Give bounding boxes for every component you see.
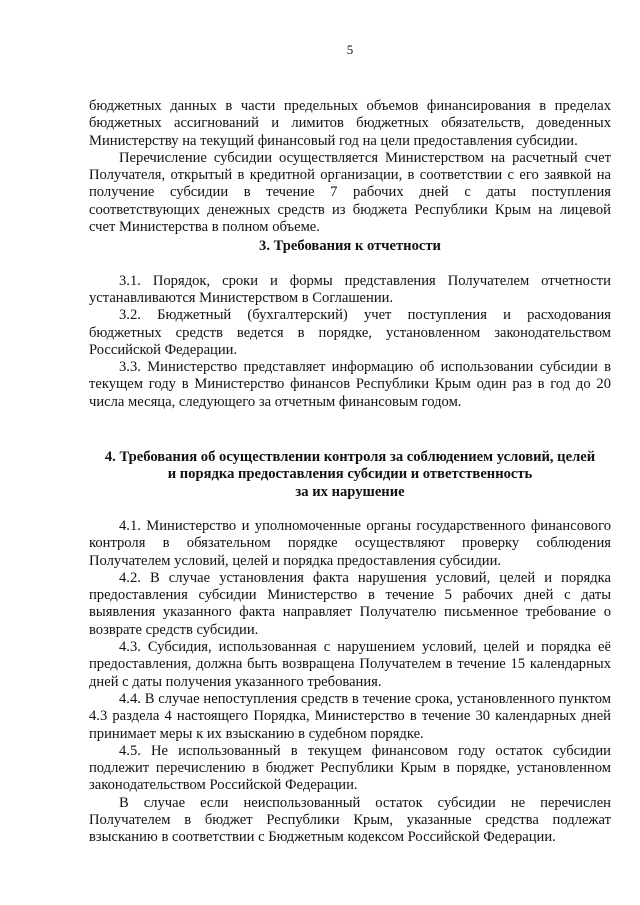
- clause-3-2: 3.2. Бюджетный (бухгалтерский) учет поступления и расходования бюджетных средств ведется в порядке, установленном законодательством Российской Федерации.: [89, 307, 611, 358]
- section-4-heading-line-1: 4. Требования об осуществлении контроля за соблюдением условий, целей: [104, 449, 596, 466]
- clause-4-5: 4.5. Не использованный в текущем финансовом году остаток субсидии подлежит перечислению в бюджет Республики Крым в порядке, установленном законодательством Российской Федерации.: [89, 742, 611, 794]
- clause-3-3: 3.3. Министерство представляет информацию об использовании субсидии в текущем году в Министерство финансов Республики Крым один раз в год до 20 числа месяца, следующего за отчетным финансовым годом.: [89, 359, 611, 410]
- paragraph-subsidy-transfer: Перечисление субсидии осуществляется Министерством на расчетный счет Получателя, открытый в кредитной организации, в соответствии с его заявкой на получение субсидии в течение 7 рабочих дней с даты поступления соответствующих денежных средств из бюджета Республики Крым на лицевой счет Министерства в полном объеме.: [89, 149, 611, 236]
- clause-4-4: 4.4. В случае непоступления средств в течение срока, установленного пунктом 4.3 раздела 4 настоящего Порядка, Министерство в течение 30 календарных дней принимает меры к их взысканию в судебном порядке.: [89, 690, 611, 742]
- clause-4-1: 4.1. Министерство и уполномоченные органы государственного финансового контроля в обязательном порядке осуществляют проверку соблюдения Получателем условий, целей и порядка предоставления субсидии.: [89, 517, 611, 569]
- page-number: 5: [346, 42, 354, 57]
- paragraph-budget-data: бюджетных данных в части предельных объемов финансирования в пределах бюджетных ассигнований и лимитов бюджетных обязательств, доведенных Министерству на текущий финансовый год на цели предоставления субсидии.: [89, 98, 611, 149]
- clause-4-3: 4.3. Субсидия, использованная с нарушением условий, целей и порядка её предоставления, должна быть возвращена Получателем в течение 15 календарных дней с даты получения указанного требования.: [89, 639, 611, 690]
- section-4-heading-line-3: за их нарушение: [295, 483, 405, 500]
- paragraph-unused-balance: В случае если неиспользованный остаток субсидии не перечислен Получателем в бюджет Республики Крым, указанные средства подлежат взысканию в соответствии с Бюджетным кодексом Российской Федерации.: [89, 794, 611, 846]
- clause-4-2: 4.2. В случае установления факта нарушения условий, целей и порядка предоставления субсидии Министерство в течение 5 рабочих дней с даты выявления указанного факта направляет Получателю письменное требование о возврате средств субсидии.: [89, 569, 611, 638]
- section-4-heading-line-2: и порядка предоставления субсидии и ответственность: [167, 466, 533, 483]
- document-body: [89, 98, 611, 847]
- section-4-heading: [89, 449, 611, 501]
- clause-3-1: 3.1. Порядок, сроки и формы представления Получателем отчетности устанавливаются Министерством в Соглашении.: [89, 272, 611, 306]
- section-3-heading: 3. Требования к отчетности: [259, 238, 441, 255]
